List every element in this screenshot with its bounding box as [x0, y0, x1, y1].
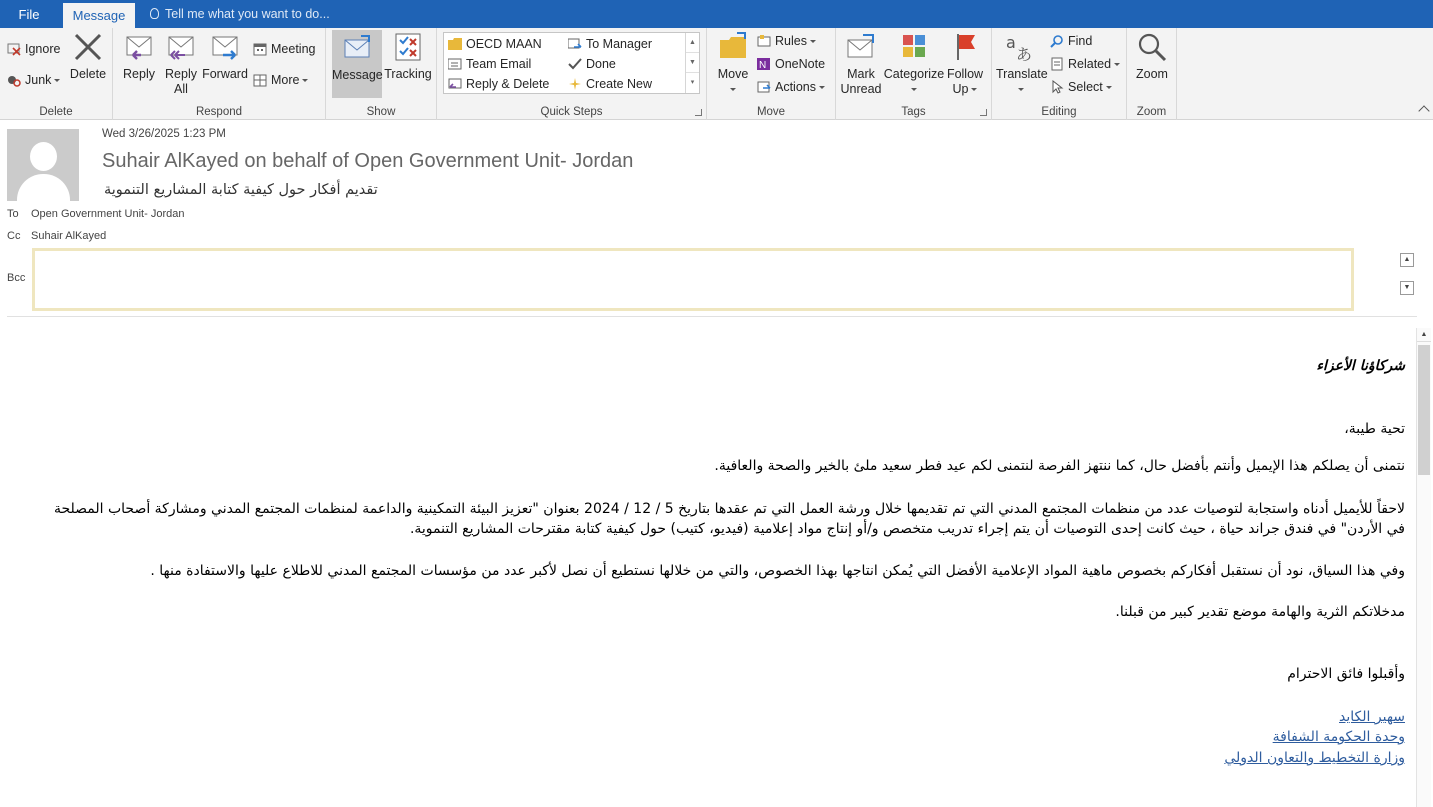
lightbulb-icon [150, 8, 159, 19]
cc-label: Cc [7, 230, 21, 242]
svg-text:あ: あ [1016, 45, 1033, 63]
flag-icon [949, 31, 981, 63]
tracking-icon [392, 31, 424, 63]
forward-button[interactable]: Forward [202, 31, 248, 82]
onenote-button[interactable]: N OneNote [759, 57, 826, 71]
message-subject: تقديم أفكار حول كيفية كتابة المشاريع التنموية [104, 182, 378, 198]
tell-me-search[interactable] [150, 0, 330, 28]
quick-step-reply-delete[interactable]: Reply & Delete [448, 77, 549, 91]
quick-steps-down-icon[interactable]: ▼ [686, 53, 699, 73]
avatar-head [30, 142, 57, 171]
reply-all-button[interactable]: Reply All [162, 31, 200, 97]
delete-button[interactable]: Delete [67, 31, 109, 82]
zoom-button[interactable]: Zoom [1131, 31, 1173, 82]
header-scroll-up-icon[interactable]: ▲ [1400, 253, 1414, 267]
quick-steps-launcher[interactable] [695, 109, 702, 116]
move-button[interactable]: Move [713, 31, 753, 97]
tracking-button[interactable]: Tracking [384, 31, 432, 82]
show-group [326, 28, 437, 120]
reply-icon [123, 31, 155, 63]
body-scrollbar[interactable] [1416, 328, 1431, 807]
follow-up-button[interactable]: Follow Up [944, 31, 986, 97]
body-paragraph-3: وفي هذا السياق، نود أن نستقبل أفكاركم بخصوص ماهية المواد الإعلامية الأفضل التي يُمكن انتاجها بهذا الخصوص، والتي من خلالها نستطيع أن نصل لأكبر عدد من مؤسسات المجتمع المدني للاطلاع عليها والاستفادة منها . [150, 563, 1405, 579]
mark-unread-icon [845, 31, 877, 63]
tab-message[interactable]: Message [63, 3, 135, 28]
editing-group-label: Editing [1041, 106, 1077, 118]
actions-button[interactable]: Actions [757, 78, 825, 96]
signature-unit: وحدة الحكومة الشفافة [1272, 729, 1405, 745]
body-scroll-up-icon[interactable]: ▲ [1417, 328, 1431, 342]
quick-step-create-new[interactable]: Create New [568, 77, 652, 91]
ignore-button[interactable]: Ignore [7, 40, 60, 58]
reply-all-icon [165, 31, 197, 63]
move-group-label: Move [756, 106, 786, 118]
sparkle-icon [568, 78, 582, 90]
checkmark-icon [568, 58, 582, 70]
quick-steps-scroll[interactable] [685, 33, 699, 93]
tags-launcher[interactable] [980, 109, 987, 116]
body-scroll-thumb[interactable] [1418, 345, 1430, 475]
delete-group-label: Delete [39, 106, 73, 118]
junk-button[interactable]: Junk [7, 71, 60, 89]
quick-steps-group-label: Quick Steps [540, 106, 603, 118]
ignore-icon [7, 42, 21, 56]
sender-name[interactable]: Suhair AlKayed on behalf of Open Government Unit- Jordan [102, 150, 634, 172]
signature-ministry: وزارة التخطيط والتعاون الدولي [1224, 750, 1405, 766]
sender-avatar [7, 129, 79, 201]
signature-name: سهير الكايد [1339, 709, 1405, 725]
svg-text:a: a [1006, 33, 1016, 52]
bcc-field[interactable] [32, 248, 1354, 311]
body-salutation: تحية طيبة، [1344, 421, 1405, 437]
quick-step-team-email[interactable]: Team Email [448, 57, 531, 71]
reply-delete-icon [448, 78, 462, 90]
meeting-button[interactable]: Meeting [253, 40, 315, 58]
reply-button[interactable]: Reply [119, 31, 159, 82]
actions-icon [757, 80, 771, 94]
zoom-group [1127, 28, 1177, 120]
forward-mail-icon [568, 38, 582, 50]
ribbon [0, 28, 1433, 120]
rules-button[interactable]: Rules [757, 32, 816, 50]
avatar-body [17, 174, 70, 201]
message-body[interactable] [0, 328, 1412, 807]
show-message-button[interactable]: Message [332, 30, 382, 98]
header-scroll-down-icon[interactable]: ▼ [1400, 281, 1414, 295]
quick-step-done[interactable]: Done [568, 57, 616, 71]
body-paragraph-2: لاحقاً للأيميل أدناه واستجابة لتوصيات عدد من منظمات المجتمع المدني التي تم تقديمها خلال ورشة العمل التي تم عقدها بتاريخ 5 / 12 / 2024 بعنوان "تعزيز البيئة التمكينية والداعمة لمنظمات المجتمع المدني ومشاركة أصحاب المصلحة في الأردن" في فندق جراند حياة ، حيث كانت إحدى التوصيات أن يتم إجراء تدريب متخصص و/أو إنتاج مواد إعلامية (فيديو، كتيب) حول كيفية كتابة مقترحات المشاريع التنموية. [53, 501, 1405, 537]
respond-group [113, 28, 326, 120]
collapse-ribbon-icon[interactable] [1418, 105, 1429, 116]
forward-icon [209, 31, 241, 63]
mark-unread-button[interactable]: Mark Unread [840, 31, 882, 97]
tags-group [836, 28, 992, 120]
quick-step-oecd-maan[interactable]: OECD MAAN [448, 37, 542, 51]
categorize-button[interactable]: Categorize [882, 31, 946, 97]
header-scrollbar[interactable] [1400, 253, 1416, 303]
move-folder-icon [717, 31, 749, 63]
message-date: Wed 3/26/2025 1:23 PM [102, 128, 226, 140]
more-respond-button[interactable]: More [253, 71, 308, 89]
magnifier-icon [1136, 31, 1168, 63]
body-paragraph-1: نتمنى أن يصلكم هذا الإيميل وأنتم بأفضل حال، كما ننتهز الفرصة لنتمنى لكم عيد فطر سعيد ملئ بالخير والصحة والعافية. [714, 458, 1405, 474]
quick-steps-expand-icon[interactable]: ▾ [690, 79, 695, 86]
quick-step-to-manager[interactable]: To Manager [568, 37, 652, 51]
to-label: To [7, 208, 19, 220]
folder-icon [448, 38, 462, 50]
related-icon [1050, 57, 1064, 71]
bcc-label: Bcc [7, 272, 26, 284]
find-icon [1050, 34, 1064, 48]
meeting-calendar-icon [253, 42, 267, 56]
rules-icon [757, 34, 771, 48]
tab-file[interactable]: File [18, 7, 40, 22]
tell-me-placeholder: Tell me what you want to do... [165, 7, 330, 21]
onenote-icon [757, 57, 771, 71]
move-group [707, 28, 836, 120]
quick-steps-up-icon[interactable]: ▲ [686, 33, 699, 53]
tags-group-label: Tags [901, 106, 926, 118]
body-greeting: شركاؤنا الأعزاء [1316, 358, 1405, 374]
find-button[interactable]: Find [1050, 32, 1092, 50]
body-closing: وأقبلوا فائق الاحترام [1287, 666, 1405, 682]
delete-group [0, 28, 113, 120]
respond-group-label: Respond [195, 106, 243, 118]
zoom-group-label: Zoom [1136, 106, 1167, 118]
quick-steps-gallery [443, 32, 700, 94]
translate-button[interactable]: a あ Translate [996, 31, 1046, 97]
message-envelope-icon [341, 32, 373, 64]
editing-group [992, 28, 1127, 120]
show-group-label: Show [366, 106, 396, 118]
svg-text:N: N [759, 60, 767, 71]
delete-x-icon [72, 31, 104, 63]
body-paragraph-4: مدخلاتكم الثرية والهامة موضع تقدير كبير من قبلنا. [1115, 604, 1405, 620]
more-grid-icon [253, 73, 267, 87]
junk-icon [7, 73, 21, 87]
team-mail-icon [448, 58, 462, 70]
header-divider [7, 316, 1417, 317]
cc-recipient[interactable]: Suhair AlKayed [31, 230, 107, 242]
categorize-grid-icon [898, 31, 930, 63]
translate-icon [1005, 31, 1037, 63]
ribbon-tab-bar [0, 0, 1433, 28]
select-button[interactable]: Select [1050, 78, 1112, 96]
to-recipient[interactable]: Open Government Unit- Jordan [31, 208, 185, 220]
related-button[interactable]: Related [1050, 55, 1120, 73]
cursor-icon [1050, 80, 1064, 94]
